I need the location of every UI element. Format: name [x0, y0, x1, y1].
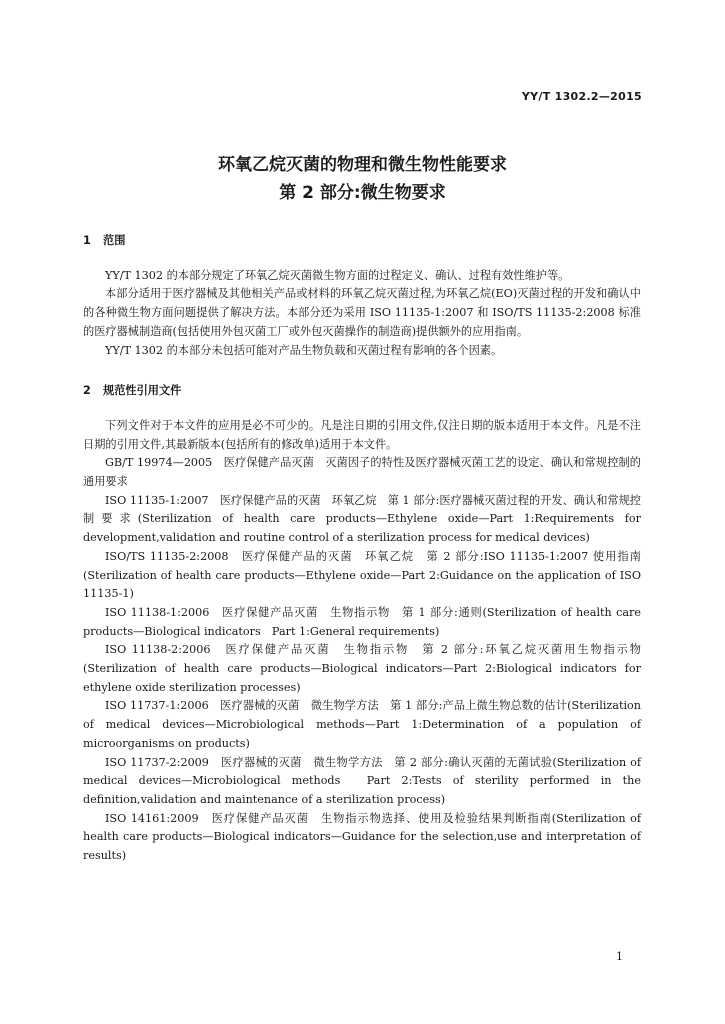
document-subtitle: 第 2 部分:微生物要求 — [279, 183, 446, 203]
section-number: 2 — [83, 384, 91, 398]
section-1-heading — [83, 232, 641, 251]
section-2-heading — [83, 382, 641, 401]
paragraph: 下列文件对于本文件的应用是必不可少的。凡是注日期的引用文件,仅注日期的版本适用于本文件。凡是不注日期的引用文件,其最新版本(包括所有的修改单)适用于本文件。 — [83, 418, 641, 451]
standard-number: YY/T 1302.2—2015 — [521, 90, 642, 103]
reference-item: ISO/TS 11135-2:2008 医疗保健产品的灭菌 环氧乙烷 第 2 部分:ISO 11135-1:2007 使用指南(Sterilization of health care products—Ethylene oxide—Part 2:Guidance on the application of ISO 11135-1) — [83, 549, 641, 601]
page-number: 1 — [616, 950, 623, 963]
section-title: 范围 — [103, 234, 126, 247]
reference-item: ISO 11135-1:2007 医疗保健产品的灭菌 环氧乙烷 第 1 部分:医疗器械灭菌过程的开发、确认和常规控制要求(Sterilization of health care products—Ethylene oxide—Part 1:Requirements for development,validation and routine control of a sterilization process for medical devices) — [83, 493, 641, 545]
reference-item: ISO 11737-2:2009 医疗器械的灭菌 微生物学方法 第 2 部分:确认灭菌的无菌试验(Sterilization of medical devices—Microbiological methods Part 2:Tests of sterility performed in the definition,validation and maintenance of a sterilization process) — [83, 755, 641, 806]
paragraph: YY/T 1302 的本部分未包括可能对产品生物负载和灭菌过程有影响的各个因素。 — [105, 343, 503, 357]
section-number: 1 — [83, 234, 91, 247]
reference-item: GB/T 19974—2005 医疗保健产品灭菌 灭菌因子的特性及医疗器械灭菌工艺的设定、确认和常规控制的通用要求 — [83, 456, 641, 489]
reference-item: ISO 11138-1:2006 医疗保健产品灭菌 生物指示物 第 1 部分:通则(Sterilization of health care products—Biological indicators Part 1:General requirements) — [83, 605, 641, 638]
paragraph: 本部分适用于医疗器械及其他相关产品或材料的环氧乙烷灭菌过程,为环氧乙烷(EO)灭菌过程的开发和确认中的各种微生物方面问题提供了解决方法。本部分还为采用 ISO 11135-1:2007 和 ISO/TS 11135-2:2008 标准的医疗器械制造商(包括使用外包灭菌工厂或外包灭菌操作的制造商)提供额外的应用指南。 — [83, 287, 641, 338]
document-body — [83, 232, 641, 866]
section-title: 规范性引用文件 — [103, 384, 182, 398]
reference-item: ISO 11138-2:2006 医疗保健产品灭菌 生物指示物 第 2 部分:环氧乙烷灭菌用生物指示物(Sterilization of health care products—Biological indicators—Part 2:Biological indicators for ethylene oxide sterilization processes) — [83, 643, 641, 694]
paragraph: YY/T 1302 的本部分规定了环氧乙烷灭菌微生物方面的过程定义、确认、过程有效性维护等。 — [105, 268, 570, 282]
reference-item: ISO 11737-1:2006 医疗器械的灭菌 微生物学方法 第 1 部分:产品上微生物总数的估计(Sterilization of medical devices—Microbiological methods—Part 1:Determination of a population of microorganisms on products) — [83, 699, 641, 750]
document-title: 环氧乙烷灭菌的物理和微生物性能要求 — [218, 155, 507, 175]
reference-item: ISO 14161:2009 医疗保健产品灭菌 生物指示物选择、使用及检验结果判断指南(Sterilization of health care products—Biological indicators—Guidance for the selection,use and interpretation of results) — [83, 811, 641, 863]
